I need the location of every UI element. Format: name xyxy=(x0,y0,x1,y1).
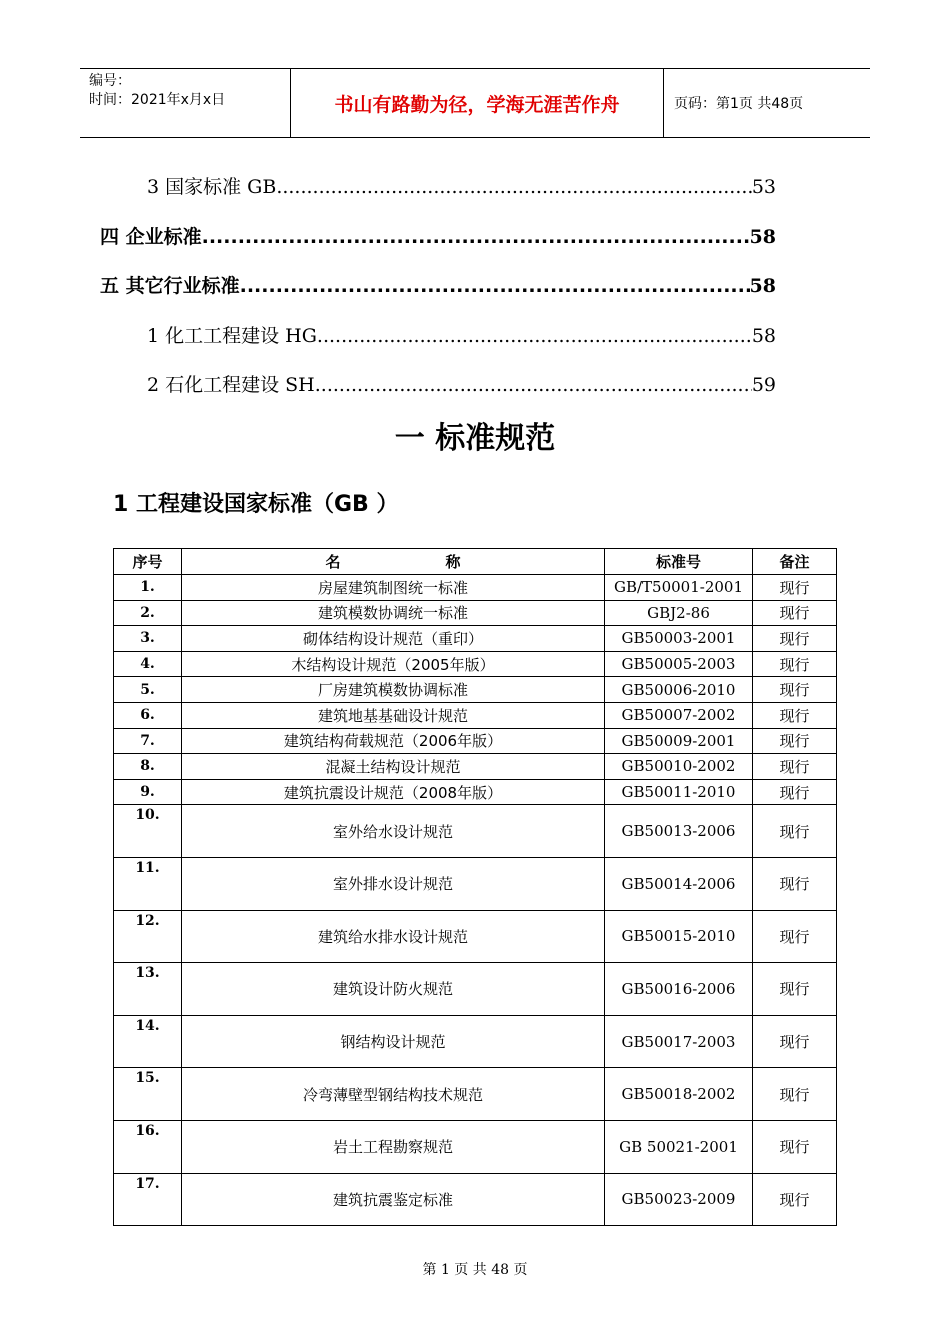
cell-name: 建筑地基基础设计规范 xyxy=(182,702,605,728)
chapter-title: 一 标准规范 xyxy=(394,421,556,456)
table-row xyxy=(114,600,837,626)
col-header-name xyxy=(182,549,605,575)
cell-note: 现行 xyxy=(753,754,837,780)
cell-note: 现行 xyxy=(753,1015,837,1068)
table-header-row xyxy=(114,549,837,575)
cell-no: 9. xyxy=(114,779,182,805)
cell-name: 砌体结构设计规范（重印） xyxy=(182,626,605,652)
section-title: 1 工程建设国家标准（GB ） xyxy=(113,492,399,517)
cell-code: GB/T50001-2001 xyxy=(605,575,753,601)
cell-note: 现行 xyxy=(753,963,837,1016)
cell-no: 13. xyxy=(114,963,182,1016)
toc-leader xyxy=(202,226,750,248)
cell-code: GB50015-2010 xyxy=(605,910,753,963)
cell-name: 室外排水设计规范 xyxy=(182,857,605,910)
table-row xyxy=(114,779,837,805)
table-row xyxy=(114,626,837,652)
cell-note: 现行 xyxy=(753,702,837,728)
cell-no: 7. xyxy=(114,728,182,754)
toc-entry-label: 五 其它行业标准 xyxy=(100,275,240,297)
cell-name: 建筑抗震设计规范（2008年版） xyxy=(182,779,605,805)
cell-no: 16. xyxy=(114,1120,182,1173)
col-header-no: 序号 xyxy=(114,549,182,575)
cell-name: 冷弯薄壁型钢结构技术规范 xyxy=(182,1068,605,1121)
cell-note: 现行 xyxy=(753,651,837,677)
cell-code: GB50009-2001 xyxy=(605,728,753,754)
cell-code: GB50007-2002 xyxy=(605,702,753,728)
cell-name: 钢结构设计规范 xyxy=(182,1015,605,1068)
toc-entry-label: 3 国家标准 GB xyxy=(147,176,277,198)
col-header-code: 标准号 xyxy=(605,549,753,575)
cell-no: 3. xyxy=(114,626,182,652)
cell-name: 木结构设计规范（2005年版） xyxy=(182,651,605,677)
toc-entry-page: 58 xyxy=(749,226,776,248)
cell-code: GB50003-2001 xyxy=(605,626,753,652)
cell-no: 5. xyxy=(114,677,182,703)
cell-name: 建筑给水排水设计规范 xyxy=(182,910,605,963)
cell-code: GB50010-2002 xyxy=(605,754,753,780)
cell-name: 室外给水设计规范 xyxy=(182,805,605,858)
cell-no: 11. xyxy=(114,857,182,910)
cell-code: GB50013-2006 xyxy=(605,805,753,858)
table-row xyxy=(114,963,837,1016)
table-row xyxy=(114,805,837,858)
cell-no: 8. xyxy=(114,754,182,780)
toc-entry[interactable] xyxy=(147,370,776,397)
cell-no: 15. xyxy=(114,1068,182,1121)
cell-note: 现行 xyxy=(753,857,837,910)
cell-code: GBJ2-86 xyxy=(605,600,753,626)
cell-note: 现行 xyxy=(753,910,837,963)
toc-entry-label: 四 企业标准 xyxy=(100,226,202,248)
header-number: 编号： xyxy=(89,73,131,89)
cell-name: 建筑结构荷载规范（2006年版） xyxy=(182,728,605,754)
table-row xyxy=(114,1120,837,1173)
toc-entry[interactable] xyxy=(100,222,776,249)
header-meta xyxy=(80,69,291,137)
cell-note: 现行 xyxy=(753,1173,837,1226)
toc-entry-page: 58 xyxy=(751,325,776,347)
cell-note: 现行 xyxy=(753,575,837,601)
standards-table xyxy=(113,548,837,1226)
header-motto: 书山有路勤为径，学海无涯苦作舟 xyxy=(291,69,664,137)
cell-no: 6. xyxy=(114,702,182,728)
toc-entry-page: 58 xyxy=(749,275,776,297)
col-header-name-a: 名 xyxy=(325,553,341,571)
cell-code: GB50017-2003 xyxy=(605,1015,753,1068)
page-footer: 第 1 页 共 48 页 xyxy=(422,1262,528,1278)
cell-note: 现行 xyxy=(753,626,837,652)
toc-entry[interactable] xyxy=(100,271,776,298)
cell-code: GB50011-2010 xyxy=(605,779,753,805)
cell-code: GB50006-2010 xyxy=(605,677,753,703)
cell-name: 建筑模数协调统一标准 xyxy=(182,600,605,626)
cell-note: 现行 xyxy=(753,1120,837,1173)
cell-code: GB50005-2003 xyxy=(605,651,753,677)
toc-leader xyxy=(276,176,752,198)
table-row xyxy=(114,728,837,754)
toc-leader xyxy=(315,374,752,396)
toc-entry-label: 2 石化工程建设 SH xyxy=(147,374,315,396)
header-page-info: 页码：第1页 共48页 xyxy=(674,96,804,112)
cell-name: 建筑抗震鉴定标准 xyxy=(182,1173,605,1226)
cell-code: GB 50021-2001 xyxy=(605,1120,753,1173)
toc-entry[interactable] xyxy=(147,172,776,199)
cell-name: 房屋建筑制图统一标准 xyxy=(182,575,605,601)
table-row xyxy=(114,857,837,910)
cell-note: 现行 xyxy=(753,677,837,703)
col-header-name-b: 称 xyxy=(445,553,461,571)
page-header xyxy=(80,68,870,138)
table-row xyxy=(114,651,837,677)
table-row xyxy=(114,677,837,703)
table-row xyxy=(114,1015,837,1068)
table-row xyxy=(114,702,837,728)
cell-no: 17. xyxy=(114,1173,182,1226)
cell-note: 现行 xyxy=(753,728,837,754)
toc-entry-page: 53 xyxy=(751,176,776,198)
cell-code: GB50016-2006 xyxy=(605,963,753,1016)
cell-no: 1. xyxy=(114,575,182,601)
table-row xyxy=(114,1173,837,1226)
table-row xyxy=(114,1068,837,1121)
cell-no: 10. xyxy=(114,805,182,858)
table-row xyxy=(114,754,837,780)
cell-no: 14. xyxy=(114,1015,182,1068)
toc-leader xyxy=(317,325,752,347)
cell-note: 现行 xyxy=(753,805,837,858)
cell-name: 建筑设计防火规范 xyxy=(182,963,605,1016)
cell-note: 现行 xyxy=(753,779,837,805)
toc-leader xyxy=(240,275,750,297)
cell-name: 厂房建筑模数协调标准 xyxy=(182,677,605,703)
toc-entry[interactable] xyxy=(147,321,776,348)
cell-code: GB50018-2002 xyxy=(605,1068,753,1121)
cell-code: GB50023-2009 xyxy=(605,1173,753,1226)
cell-no: 2. xyxy=(114,600,182,626)
cell-name: 混凝土结构设计规范 xyxy=(182,754,605,780)
cell-note: 现行 xyxy=(753,1068,837,1121)
table-row xyxy=(114,910,837,963)
table-row xyxy=(114,575,837,601)
toc-entry-page: 59 xyxy=(751,374,776,396)
cell-code: GB50014-2006 xyxy=(605,857,753,910)
toc-entry-label: 1 化工工程建设 HG xyxy=(147,325,317,347)
col-header-note: 备注 xyxy=(753,549,837,575)
cell-no: 12. xyxy=(114,910,182,963)
cell-note: 现行 xyxy=(753,600,837,626)
cell-name: 岩土工程勘察规范 xyxy=(182,1120,605,1173)
header-time: 时间：2021年x月x日 xyxy=(89,92,226,108)
cell-no: 4. xyxy=(114,651,182,677)
